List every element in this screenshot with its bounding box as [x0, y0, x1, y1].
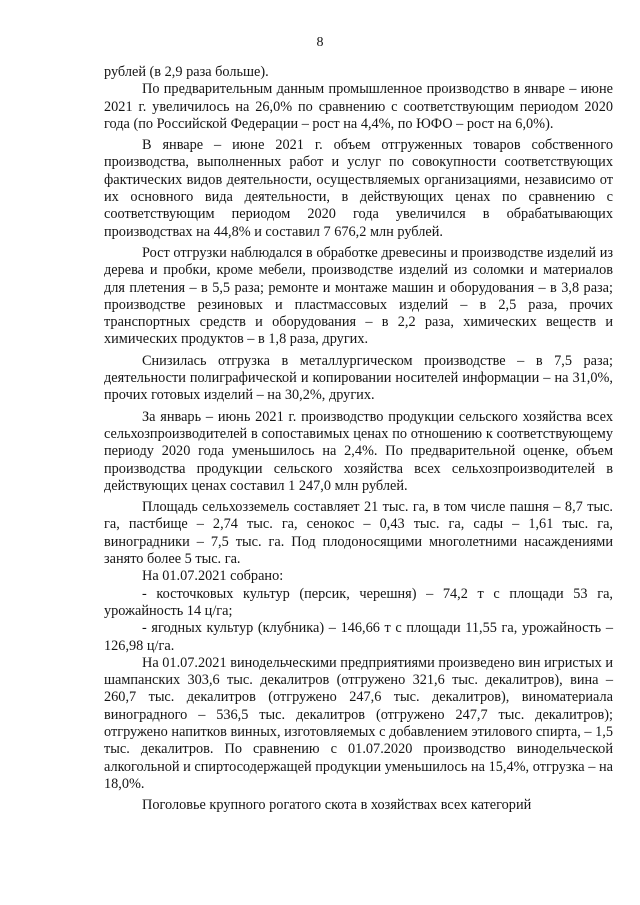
paragraph-11: Поголовье крупного рогатого скота в хозяйствах всех категорий — [142, 797, 532, 814]
page-number: 8 — [316, 35, 324, 50]
paragraph-5: За январь – июнь 2021 г. производство продукции сельского хозяйства всех сельхозпроизводителей в сопоставимых ценах по отношению к соответствующему периоду 2020 года уменьшилось на 2,4%. По предварительной оценке, объем производства продукции сельского хозяйства всех сельхозпроизводителей в действующих ценах составил 1 247,0 млн рублей. — [104, 408, 613, 494]
paragraph-1: По предварительным данным промышленное производство в январе – июне 2021 г. увеличилось на 26,0% по сравнению с соответствующим периодом 2020 года (по Российской Федерации – рост на 4,4%, по ЮФО – рост на 6,0%). — [104, 81, 613, 132]
paragraph-4: Снизилась отгрузка в металлургическом производстве – в 7,5 раза; деятельности полиграфической и копировании носителей информации – на 31,0%, прочих готовых изделий – на 30,2%, других. — [104, 352, 613, 404]
paragraph-7: На 01.07.2021 собрано: — [142, 568, 284, 585]
paragraph-10: На 01.07.2021 винодельческими предприятиями произведено вин игристых и шампанских 303,6 тыс. декалитров (отгружено 321,6 тыс. декалитров), вина – 260,7 тыс. декалитров (отгружено 247,6 тыс. декалитров), виноматериала виноградного – 536,5 тыс. декалитров (отгружено 247,7 тыс. декалитров); отгружено напитков винных, изготовляемых с добавлением этилового спирта, – 1,5 тыс. декалитров. По сравнению с 01.07.2020 производство винодельческой алкогольной и спиртосодержащей продукции уменьшилось на 15,4%, отгрузка – на 18,0%. — [104, 654, 613, 792]
document-body — [104, 64, 613, 814]
paragraph-6: Площадь сельхозземель составляет 21 тыс. га, в том числе пашня – 8,7 тыс. га, пастбище – 2,74 тыс. га, сенокос – 0,43 тыс. га, сады – 1,61 тыс. га, виноградники – 7,5 тыс. га. Под плодоносящими многолетними насаждениями занято более 5 тыс. га. — [104, 499, 613, 568]
paragraph-2: В январе – июне 2021 г. объем отгруженных товаров собственного производства, выполненных работ и услуг по совокупности соответствующих фактических видов деятельности, осуществляемых организациями, независимо от их основного вида деятельности, в действующих ценах по сравнению с соответствующим периодом 2020 года увеличился в обрабатывающих производствах на 44,8% и составил 7 676,2 млн рублей. — [104, 137, 613, 240]
list-item-stone-fruit: - косточковых культур (персик, черешня) – 74,2 т с площади 53 га, урожайность 14 ц/га; — [104, 585, 613, 619]
paragraph-0: рублей (в 2,9 раза больше). — [104, 64, 269, 80]
list-item-berries: - ягодных культур (клубника) – 146,66 т с площади 11,55 га, урожайность – 126,98 ц/га. — [104, 620, 613, 654]
paragraph-3: Рост отгрузки наблюдался в обработке древесины и производстве изделий из дерева и пробки, кроме мебели, производстве изделий из соломки и материалов для плетения – в 5,5 раза; ремонте и монтаже машин и оборудования – в 3,8 раза; производстве резиновых и пластмассовых изделий – в 2,5 раза, прочих транспортных средств и оборудования – в 2,2 раза, химических веществ и химических продуктов – в 1,8 раза, других. — [104, 244, 613, 348]
